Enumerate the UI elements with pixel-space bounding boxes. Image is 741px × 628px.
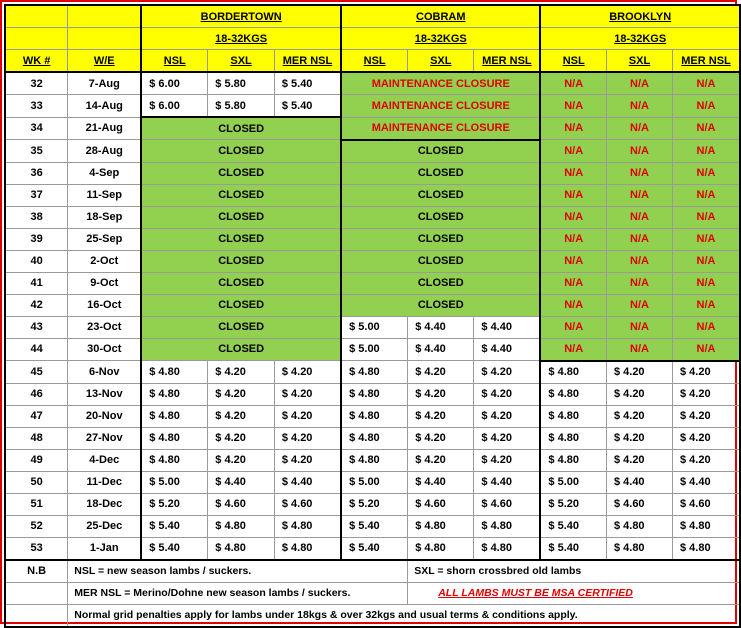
brooklyn-sxl-price: $ 4.40 [606,471,672,493]
brooklyn-sxl-na: N/A [606,72,672,95]
brooklyn-nsl-na: N/A [540,272,606,294]
week-number: 53 [5,537,68,560]
brooklyn-sxl-price: $ 4.20 [606,449,672,471]
bordertown-nsl-price: $ 5.20 [141,493,208,515]
brooklyn-sxl-price: $ 4.80 [606,537,672,560]
bordertown-sxl-price: $ 4.20 [208,405,275,427]
brooklyn-nsl-header: NSL [540,50,606,73]
header-blank [68,28,141,50]
week-ending-date: 11-Dec [68,471,141,493]
bordertown-sxl-price: $ 4.20 [208,427,275,449]
brooklyn-nsl-price: $ 5.40 [540,537,606,560]
cobram-nsl-price: $ 4.80 [341,405,408,427]
table-row [5,405,740,427]
msa-certified-notice [408,582,740,604]
brooklyn-mer-na: N/A [673,162,741,184]
brooklyn-sxl-na: N/A [606,250,672,272]
week-number: 35 [5,140,68,163]
week-number: 47 [5,405,68,427]
week-ending-date: 30-Oct [68,338,141,361]
week-ending-date: 6-Nov [68,361,141,384]
week-ending-header: W/E [68,50,141,73]
header-blank [5,5,68,28]
price-grid-table [4,4,741,628]
brooklyn-nsl-na: N/A [540,184,606,206]
bordertown-mer-price: $ 4.20 [274,449,341,471]
week-ending-date: 25-Dec [68,515,141,537]
brooklyn-nsl-na: N/A [540,228,606,250]
bordertown-nsl-price: $ 5.40 [141,537,208,560]
cobram-nsl-price: $ 5.40 [341,515,408,537]
week-number-header: WK # [5,50,68,73]
week-number: 32 [5,72,68,95]
table-row [5,206,740,228]
week-ending-date: 7-Aug [68,72,141,95]
cobram-nsl-price: $ 5.00 [341,316,408,338]
cobram-closed-cell: CLOSED [341,228,540,250]
table-row [5,316,740,338]
brooklyn-nsl-price: $ 4.80 [540,361,606,384]
week-number: 41 [5,272,68,294]
cobram-closed-cell: CLOSED [341,184,540,206]
brooklyn-mer-na: N/A [673,184,741,206]
brooklyn-nsl-na: N/A [540,250,606,272]
cobram-nsl-price: $ 5.20 [341,493,408,515]
bordertown-sxl-price: $ 4.80 [208,537,275,560]
cobram-maintenance-cell: MAINTENANCE CLOSURE [341,95,540,118]
brooklyn-mer-na: N/A [673,140,741,163]
brooklyn-sxl-na: N/A [606,272,672,294]
cobram-mer-price: $ 4.80 [474,537,541,560]
cobram-closed-cell: CLOSED [341,140,540,163]
brooklyn-nsl-na: N/A [540,140,606,163]
cobram-nsl-price: $ 5.40 [341,537,408,560]
table-row [5,294,740,316]
brooklyn-nsl-na: N/A [540,72,606,95]
header-blank [68,5,141,28]
cobram-mer-price: $ 4.20 [474,361,541,384]
table-row [5,228,740,250]
table-row [5,537,740,560]
cobram-mer-price: $ 4.60 [474,493,541,515]
cobram-closed-cell: CLOSED [341,272,540,294]
bordertown-mer-price: $ 5.40 [274,72,341,95]
week-ending-date: 1-Jan [68,537,141,560]
brooklyn-nsl-price: $ 5.00 [540,471,606,493]
cobram-sxl-price: $ 4.20 [408,449,474,471]
bordertown-closed-cell: CLOSED [141,250,341,272]
bordertown-mer-price: $ 4.40 [274,471,341,493]
table-row [5,493,740,515]
cobram-nsl-price: $ 4.80 [341,361,408,384]
bordertown-mer-price: $ 4.80 [274,537,341,560]
cobram-nsl-header: NSL [341,50,408,73]
cobram-maintenance-cell: MAINTENANCE CLOSURE [341,117,540,140]
week-number: 49 [5,449,68,471]
brooklyn-sxl-price: $ 4.20 [606,405,672,427]
week-number: 39 [5,228,68,250]
week-ending-date: 4-Dec [68,449,141,471]
table-row [5,515,740,537]
week-ending-date: 18-Dec [68,493,141,515]
bordertown-closed-cell: CLOSED [141,228,341,250]
cobram-nsl-price: $ 4.80 [341,383,408,405]
week-number: 36 [5,162,68,184]
bordertown-nsl-price: $ 4.80 [141,361,208,384]
cobram-header: COBRAM [341,5,540,28]
brooklyn-mer-na: N/A [673,72,741,95]
table-row [5,250,740,272]
brooklyn-sxl-price: $ 4.20 [606,383,672,405]
bordertown-mer-price: $ 5.40 [274,95,341,118]
week-ending-date: 21-Aug [68,117,141,140]
week-ending-date: 16-Oct [68,294,141,316]
brooklyn-nsl-price: $ 5.20 [540,493,606,515]
table-row [5,140,740,163]
cobram-sxl-price: $ 4.80 [408,515,474,537]
cobram-maintenance-cell: MAINTENANCE CLOSURE [341,72,540,95]
bordertown-closed-cell: CLOSED [141,294,341,316]
bordertown-mer-price: $ 4.20 [274,427,341,449]
week-number: 33 [5,95,68,118]
bordertown-sxl-price: $ 4.20 [208,449,275,471]
brooklyn-sxl-na: N/A [606,95,672,118]
table-row [5,95,740,118]
table-row [5,471,740,493]
bordertown-sxl-price: $ 4.80 [208,515,275,537]
brooklyn-mer-price: $ 4.20 [673,449,741,471]
header-blank [5,28,68,50]
bordertown-nsl-price: $ 4.80 [141,383,208,405]
bordertown-mer-price: $ 4.20 [274,405,341,427]
cobram-sxl-price: $ 4.80 [408,537,474,560]
table-row [5,449,740,471]
brooklyn-sxl-price: $ 4.20 [606,427,672,449]
mer-definition: MER NSL = Merino/Dohne new season lambs / suckers. [68,582,408,604]
bordertown-closed-cell: CLOSED [141,316,341,338]
week-ending-date: 4-Sep [68,162,141,184]
bordertown-nsl-price: $ 6.00 [141,95,208,118]
bordertown-mer-price: $ 4.60 [274,493,341,515]
cobram-mer-price: $ 4.20 [474,383,541,405]
cobram-closed-cell: CLOSED [341,206,540,228]
week-ending-date: 13-Nov [68,383,141,405]
cobram-weight-range: 18-32KGS [341,28,540,50]
cobram-sxl-price: $ 4.60 [408,493,474,515]
brooklyn-nsl-na: N/A [540,338,606,361]
cobram-closed-cell: CLOSED [341,250,540,272]
sxl-definition: SXL = shorn crossbred old lambs [408,560,740,583]
brooklyn-sxl-price: $ 4.80 [606,515,672,537]
brooklyn-mer-na: N/A [673,206,741,228]
bordertown-closed-cell: CLOSED [141,338,341,361]
table-row [5,427,740,449]
table-row [5,162,740,184]
bordertown-mer-price: $ 4.80 [274,515,341,537]
brooklyn-nsl-price: $ 4.80 [540,449,606,471]
brooklyn-nsl-price: $ 4.80 [540,427,606,449]
week-ending-date: 23-Oct [68,316,141,338]
cobram-mer-price: $ 4.40 [474,338,541,361]
bordertown-sxl-price: $ 4.40 [208,471,275,493]
brooklyn-mer-na: N/A [673,316,741,338]
brooklyn-sxl-price: $ 4.60 [606,493,672,515]
brooklyn-mer-price: $ 4.60 [673,493,741,515]
brooklyn-mer-price: $ 4.80 [673,537,741,560]
cobram-sxl-price: $ 4.40 [408,471,474,493]
week-ending-date: 25-Sep [68,228,141,250]
brooklyn-mer-price: $ 4.20 [673,383,741,405]
bordertown-mer-price: $ 4.20 [274,383,341,405]
brooklyn-nsl-na: N/A [540,294,606,316]
cobram-closed-cell: CLOSED [341,294,540,316]
week-number: 45 [5,361,68,384]
cobram-sxl-price: $ 4.20 [408,361,474,384]
week-number: 50 [5,471,68,493]
brooklyn-sxl-na: N/A [606,184,672,206]
cobram-mer-price: $ 4.40 [474,316,541,338]
brooklyn-nsl-price: $ 4.80 [540,405,606,427]
brooklyn-sxl-na: N/A [606,316,672,338]
bordertown-closed-cell: CLOSED [141,162,341,184]
brooklyn-mer-price: $ 4.20 [673,361,741,384]
bordertown-nsl-price: $ 5.00 [141,471,208,493]
cobram-nsl-price: $ 5.00 [341,471,408,493]
brooklyn-sxl-na: N/A [606,140,672,163]
brooklyn-sxl-na: N/A [606,162,672,184]
week-ending-date: 2-Oct [68,250,141,272]
bordertown-nsl-price: $ 5.40 [141,515,208,537]
week-ending-date: 28-Aug [68,140,141,163]
table-row [5,272,740,294]
bordertown-nsl-price: $ 4.80 [141,427,208,449]
cobram-nsl-price: $ 4.80 [341,427,408,449]
brooklyn-sxl-na: N/A [606,338,672,361]
cobram-sxl-price: $ 4.20 [408,427,474,449]
week-number: 44 [5,338,68,361]
week-ending-date: 14-Aug [68,95,141,118]
nb-label: N.B [5,560,68,583]
brooklyn-mer-price: $ 4.80 [673,515,741,537]
brooklyn-sxl-na: N/A [606,294,672,316]
brooklyn-nsl-na: N/A [540,117,606,140]
week-number: 48 [5,427,68,449]
bordertown-closed-cell: CLOSED [141,140,341,163]
cobram-sxl-price: $ 4.40 [408,338,474,361]
brooklyn-sxl-na: N/A [606,117,672,140]
bordertown-nsl-price: $ 4.80 [141,405,208,427]
week-number: 34 [5,117,68,140]
cobram-sxl-price: $ 4.40 [408,316,474,338]
bordertown-closed-cell: CLOSED [141,272,341,294]
cobram-mer-price: $ 4.80 [474,515,541,537]
brooklyn-mer-na: N/A [673,250,741,272]
brooklyn-nsl-price: $ 5.40 [540,515,606,537]
brooklyn-sxl-header: SXL [606,50,672,73]
cobram-mer-header: MER NSL [474,50,541,73]
bordertown-closed-cell: CLOSED [141,206,341,228]
brooklyn-mer-price: $ 4.20 [673,427,741,449]
brooklyn-mer-na: N/A [673,272,741,294]
brooklyn-nsl-na: N/A [540,162,606,184]
week-ending-date: 18-Sep [68,206,141,228]
bordertown-weight-range: 18-32KGS [141,28,341,50]
bordertown-nsl-price: $ 6.00 [141,72,208,95]
week-number: 43 [5,316,68,338]
bordertown-closed-cell: CLOSED [141,117,341,140]
brooklyn-mer-na: N/A [673,294,741,316]
bordertown-mer-price: $ 4.20 [274,361,341,384]
bordertown-nsl-price: $ 4.80 [141,449,208,471]
bordertown-sxl-price: $ 4.20 [208,383,275,405]
cobram-nsl-price: $ 5.00 [341,338,408,361]
week-ending-date: 11-Sep [68,184,141,206]
week-number: 51 [5,493,68,515]
cobram-mer-price: $ 4.20 [474,449,541,471]
bordertown-sxl-header: SXL [208,50,275,73]
brooklyn-nsl-na: N/A [540,95,606,118]
week-number: 37 [5,184,68,206]
brooklyn-mer-price: $ 4.20 [673,405,741,427]
bordertown-mer-header: MER NSL [274,50,341,73]
msa-certified-text: ALL LAMBS MUST BE MSA CERTIFIED [438,587,633,599]
cobram-nsl-price: $ 4.80 [341,449,408,471]
brooklyn-sxl-price: $ 4.20 [606,361,672,384]
cobram-sxl-header: SXL [408,50,474,73]
brooklyn-sxl-na: N/A [606,228,672,250]
table-row [5,117,740,140]
brooklyn-nsl-na: N/A [540,206,606,228]
week-number: 52 [5,515,68,537]
note-blank [5,604,68,627]
cobram-sxl-price: $ 4.20 [408,383,474,405]
brooklyn-header: BROOKLYN [540,5,740,28]
brooklyn-nsl-price: $ 4.80 [540,383,606,405]
price-rows [5,72,740,560]
cobram-mer-price: $ 4.20 [474,405,541,427]
table-row [5,72,740,95]
cobram-mer-price: $ 4.40 [474,471,541,493]
brooklyn-nsl-na: N/A [540,316,606,338]
cobram-closed-cell: CLOSED [341,162,540,184]
bordertown-sxl-price: $ 5.80 [208,72,275,95]
bordertown-sxl-price: $ 5.80 [208,95,275,118]
bordertown-sxl-price: $ 4.20 [208,361,275,384]
week-number: 42 [5,294,68,316]
brooklyn-mer-header: MER NSL [673,50,741,73]
week-number: 40 [5,250,68,272]
bordertown-sxl-price: $ 4.60 [208,493,275,515]
bordertown-closed-cell: CLOSED [141,184,341,206]
week-number: 46 [5,383,68,405]
note-blank [5,582,68,604]
brooklyn-mer-na: N/A [673,338,741,361]
table-row [5,361,740,384]
table-row [5,184,740,206]
penalties-note: Normal grid penalties apply for lambs under 18kgs & over 32kgs and usual terms & conditions apply. [68,604,740,627]
brooklyn-mer-price: $ 4.40 [673,471,741,493]
brooklyn-sxl-na: N/A [606,206,672,228]
brooklyn-mer-na: N/A [673,95,741,118]
week-ending-date: 20-Nov [68,405,141,427]
nsl-definition: NSL = new season lambs / suckers. [68,560,408,583]
cobram-mer-price: $ 4.20 [474,427,541,449]
bordertown-nsl-header: NSL [141,50,208,73]
week-ending-date: 9-Oct [68,272,141,294]
table-row [5,383,740,405]
table-row [5,338,740,361]
brooklyn-mer-na: N/A [673,228,741,250]
week-ending-date: 27-Nov [68,427,141,449]
week-number: 38 [5,206,68,228]
bordertown-header: BORDERTOWN [141,5,341,28]
cobram-sxl-price: $ 4.20 [408,405,474,427]
brooklyn-weight-range: 18-32KGS [540,28,740,50]
brooklyn-mer-na: N/A [673,117,741,140]
